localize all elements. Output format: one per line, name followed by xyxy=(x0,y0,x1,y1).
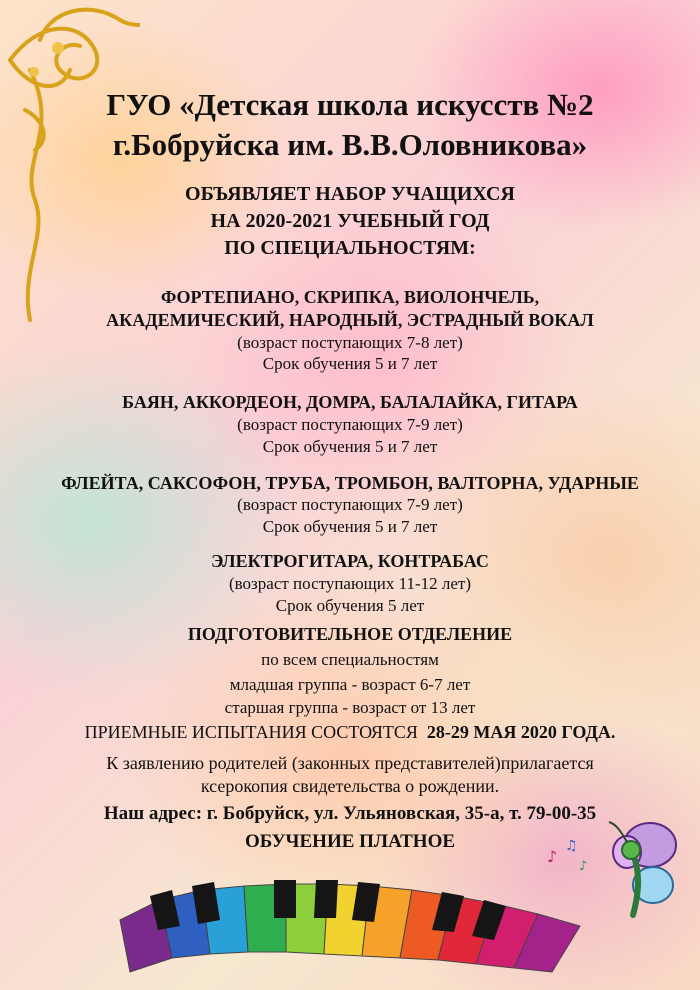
preparatory-line3: старшая группа - возраст от 13 лет xyxy=(224,698,476,717)
preparatory-line1: по всем специальностям xyxy=(261,650,439,669)
paid-notice: ОБУЧЕНИЕ ПЛАТНОЕ xyxy=(244,831,456,852)
preparatory-line2: младшая группа - возраст 6-7 лет xyxy=(229,675,471,694)
ornament-icon xyxy=(0,0,140,330)
announcement-line3: ПО СПЕЦИАЛЬНОСТЯМ: xyxy=(224,237,476,259)
specialty-1-name-line2: АКАДЕМИЧЕСКИЙ, НАРОДНЫЙ, ЭСТРАДНЫЙ ВОКАЛ xyxy=(106,310,594,330)
specialty-4-age: (возраст поступающих 11-12 лет) xyxy=(228,574,471,593)
specialty-3-name: ФЛЕЙТА, САКСОФОН, ТРУБА, ТРОМБОН, ВАЛТОРНА, УДАРНЫЕ xyxy=(61,473,639,493)
specialty-4-name: ЭЛЕКТРОГИТАРА, КОНТРАБАС xyxy=(211,551,489,571)
documents-line2: ксерокопия свидетельства о рождении. xyxy=(200,776,500,796)
specialty-2-age: (возраст поступающих 7-9 лет) xyxy=(237,415,463,434)
piano-keys-icon xyxy=(110,860,590,980)
school-title-line1: ГУО «Детская школа искусств №2 xyxy=(106,87,594,122)
butterfly-icon xyxy=(545,810,695,930)
specialty-3-term: Срок обучения 5 и 7 лет xyxy=(262,517,438,536)
preparatory-title: ПОДГОТОВИТЕЛЬНОЕ ОТДЕЛЕНИЕ xyxy=(187,624,513,644)
specialty-3-age: (возраст поступающих 7-9 лет) xyxy=(237,495,463,514)
svg-text:♪: ♪ xyxy=(579,859,588,874)
specialty-4-term: Срок обучения 5 лет xyxy=(275,596,425,615)
svg-text:♪: ♪ xyxy=(547,847,558,866)
specialty-1-age: (возраст поступающих 7-8 лет) xyxy=(237,333,463,352)
specialty-1-term: Срок обучения 5 и 7 лет xyxy=(262,354,438,373)
svg-text:♫: ♫ xyxy=(565,838,578,854)
specialty-1-name-line1: ФОРТЕПИАНО, СКРИПКА, ВИОЛОНЧЕЛЬ, xyxy=(160,287,540,307)
announcement-line1: ОБЪЯВЛЯЕТ НАБОР УЧАЩИХСЯ xyxy=(185,183,515,205)
exams-line xyxy=(0,722,700,743)
announcement-line2: НА 2020-2021 УЧЕБНЫЙ ГОД xyxy=(210,210,490,232)
documents-line1: К заявлению родителей (законных представителей)прилагается xyxy=(106,753,594,773)
school-title-line2: г.Бобруйска им. В.В.Оловникова» xyxy=(112,127,588,162)
music-notes-icon xyxy=(547,838,587,874)
address: Наш адрес: г. Бобруйск, ул. Ульяновская, 35-а, т. 79-00-35 xyxy=(103,803,597,824)
exams-prefix: ПРИЕМНЫЕ ИСПЫТАНИЯ СОСТОЯТСЯ xyxy=(84,722,418,742)
specialty-2-term: Срок обучения 5 и 7 лет xyxy=(262,437,438,456)
exams-date: 28-29 МАЯ 2020 ГОДА. xyxy=(426,722,616,742)
specialty-2-name: БАЯН, АККОРДЕОН, ДОМРА, БАЛАЛАЙКА, ГИТАРА xyxy=(122,392,578,412)
